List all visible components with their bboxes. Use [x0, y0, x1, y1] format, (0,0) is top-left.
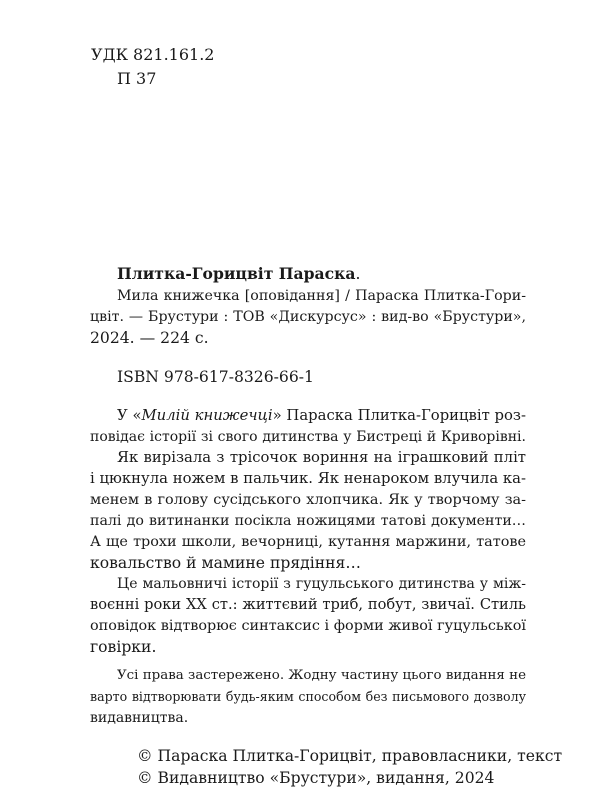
annotation-text: менем в голову сусідського хлопчика. Як у творчому за-	[90, 492, 526, 508]
annotation-line	[90, 532, 526, 553]
bibliography-heading	[117, 264, 360, 285]
copyright-edition-line: © Видавництво «Брустури», видання, 2024	[137, 769, 495, 787]
rights-line: видавництва.	[90, 710, 189, 726]
annotation-line	[90, 511, 526, 532]
bibliography-line	[117, 286, 526, 307]
rights-line	[117, 666, 526, 686]
annotation-text: Це мальовничі історії з гуцульського дитинства у між-	[117, 576, 526, 592]
book-title: Милій книжечці	[141, 407, 273, 424]
annotation-text: повідає історії зі свого дитинства у Бистреці й Криворівні.	[90, 429, 526, 445]
isbn: ISBN 978-617-8326-66-1	[117, 368, 314, 386]
annotation-line	[90, 616, 526, 637]
annotation-text: і цюкнула ножем в пальчик. Як ненароком влучила ка-	[90, 470, 526, 487]
annotation-text: У «Милій книжечці» Параска Плитка-Горицвіт роз-	[117, 407, 527, 424]
annotation-text: А ще трохи школи, вечорниці, кутання маржини, татове	[90, 534, 526, 550]
annotation-line	[90, 595, 526, 616]
annotation-line: ковальство й мамине прядіння…	[90, 554, 361, 572]
rights-line	[90, 687, 526, 707]
author-name: Плитка-Горицвіт Параска	[117, 264, 356, 283]
heading-period: .	[355, 265, 361, 283]
annotation-text: воєнні роки XX ст.: життєвий триб, побут, звичаї. Стиль	[90, 596, 526, 613]
copyright-text-line: © Параска Плитка-Горицвіт, правовласники, текст	[137, 747, 563, 765]
annotation-line	[90, 490, 526, 511]
annotation-line: говірки.	[90, 638, 157, 656]
annotation-line	[117, 448, 526, 469]
annotation-line	[90, 427, 526, 448]
rights-text: варто відтворювати будь-яким способом без письмового дозволу	[90, 689, 526, 704]
rights-text: Усі права застережено. Жодну частину цього видання не	[117, 668, 526, 683]
bibliography-text: Мила книжечка [оповідання] / Параска Плитка-Гори-	[117, 288, 526, 304]
bibliography-line: 2024. — 224 с.	[90, 329, 209, 347]
annotation-text: палі до витинанки посікла ножицями татові документи…	[90, 513, 526, 529]
annotation-text: Як вирізала з трісочок вориння на іграшковий пліт	[117, 449, 526, 466]
udk-code: УДК 821.161.2	[91, 45, 215, 64]
annotation-text: оповідок відтворює синтаксис і форми живої гуцульської	[90, 618, 526, 634]
annotation-line	[117, 406, 526, 427]
annotation-line	[117, 574, 526, 595]
annotation-line	[90, 469, 526, 490]
bibliography-line	[90, 307, 526, 328]
author-index: П 37	[117, 69, 157, 88]
bibliography-text: цвіт. — Брустури : ТОВ «Дискурсус» : вид-во «Брустури»,	[90, 309, 526, 325]
